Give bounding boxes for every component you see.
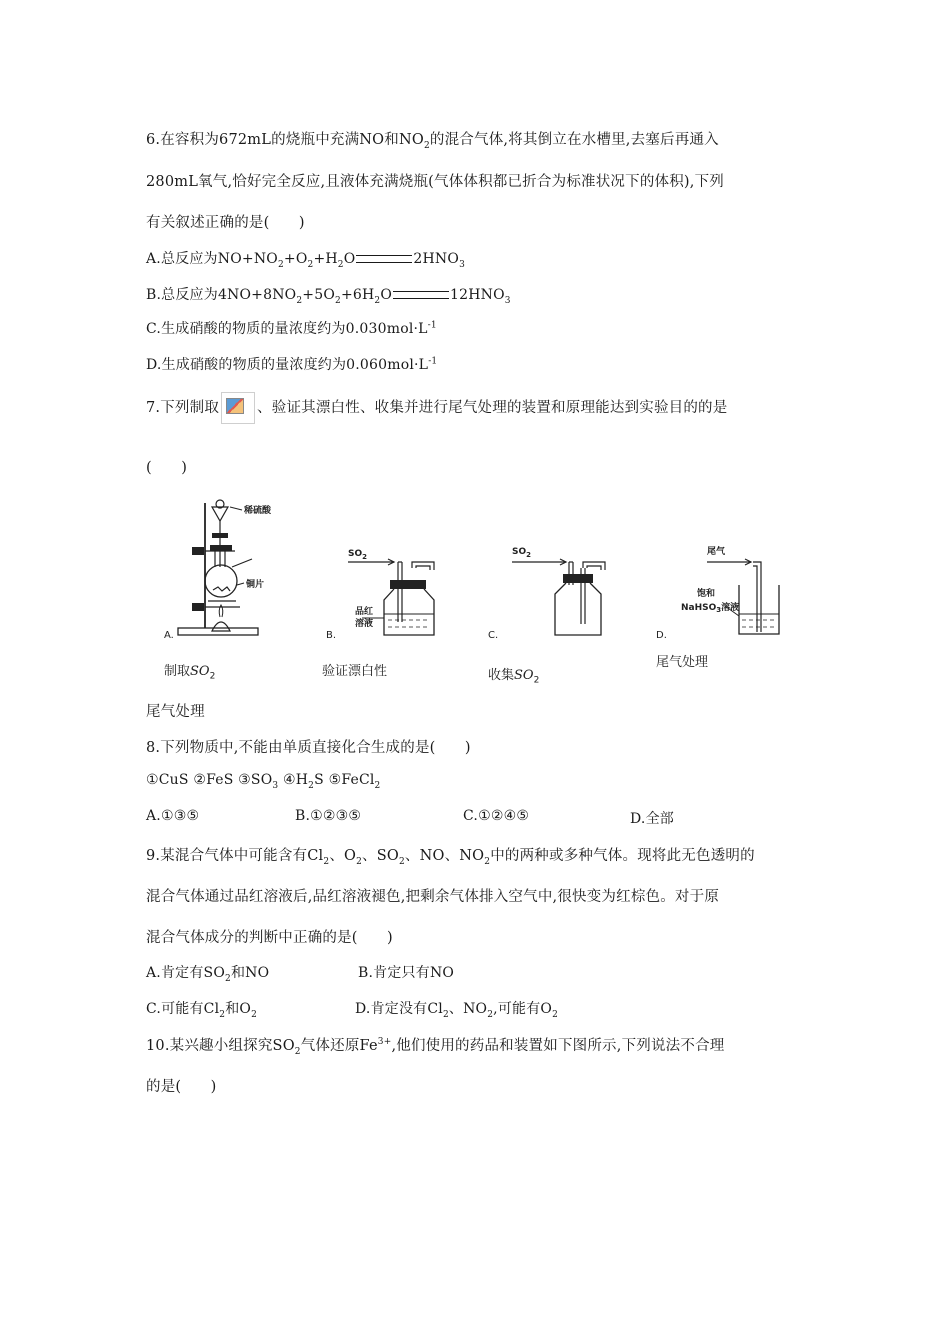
figure-b-letter: B. <box>326 630 337 641</box>
figure-a-caption: 制取$SO_2$ <box>164 664 216 682</box>
q9-line1: 9.某混合气体中可能含有$Cl_2$、$O_2$、$SO_2$、NO、$NO_2$中的两种或多种气体。现将此无色透明的 <box>146 848 755 867</box>
q10-line1: 10.某兴趣小组探究$SO_2$气体还原$Fe^{3+}$,他们使用的药品和装置如下图所示,下列说法不合理 <box>146 1037 725 1057</box>
figure-d-tail-gas-beaker <box>675 540 785 640</box>
label-so2-gas-c: $SO_2$ <box>512 547 532 559</box>
q10-line2: 的是( ) <box>146 1079 217 1095</box>
q8-option-d: D.全部 <box>630 811 674 827</box>
q9-line2: 混合气体通过品红溶液后,品红溶液褪色,把剩余气体排入空气中,很快变为红棕色。对于原 <box>146 889 720 905</box>
equals-sign-icon <box>356 255 412 263</box>
q6-line3: 有关叙述正确的是( ) <box>146 215 305 231</box>
q6-line2: 280mL氧气,恰好完全反应,且液体充满烧瓶(气体体积都已折合为标准状况下的体积),下列 <box>146 174 724 190</box>
q9-option-d: D.肯定没有$Cl_2$、$NO_2$,可能有$O_2$ <box>355 1001 559 1020</box>
q6-option-b: B.总反应为$4NO+8NO_2+5O_2+6H_2O$ $12HNO_3$ <box>146 287 511 306</box>
q9-option-c: C.可能有$Cl_2$和$O_2$ <box>146 1001 258 1020</box>
q9-option-b: B.肯定只有NO <box>358 965 455 981</box>
q7-line1: 7.下列制取 、验证其漂白性、收集并进行尾气处理的装置和原理能达到实验目的的是 <box>146 392 727 424</box>
label-so2-gas-b: $SO_2$ <box>348 549 368 561</box>
figure-d-letter: D. <box>656 630 667 641</box>
figure-b-bleach-bottle <box>322 540 442 640</box>
figure-c-caption: 收集$SO_2$ <box>488 668 540 686</box>
label-solution-b: 溶液 <box>355 619 374 629</box>
q6-option-d: D.生成硝酸的物质的量浓度约为$0.060mol\cdot L^{-1}$ <box>146 356 438 373</box>
equals-sign-icon <box>393 291 449 299</box>
figure-b-caption: 验证漂白性 <box>322 664 388 679</box>
figure-d-caption: 尾气处理 <box>656 655 709 670</box>
label-tail-gas: 尾气 <box>707 547 726 557</box>
q7-line2: ( ) <box>146 460 188 476</box>
q7-trailing-text: 尾气处理 <box>146 704 205 720</box>
figure-c-letter: C. <box>488 630 499 641</box>
q9-option-a: A.肯定有$SO_2$和NO <box>146 965 270 984</box>
q8-option-c: C.①②④⑤ <box>463 808 530 824</box>
figure-a-letter: A. <box>164 630 174 641</box>
q8-line1: 8.下列物质中,不能由单质直接化合生成的是( ) <box>146 740 471 756</box>
q6-option-c: C.生成硝酸的物质的量浓度约为$0.030mol\cdot L^{-1}$ <box>146 320 437 337</box>
figure-a-generator <box>160 495 280 645</box>
q9-line3: 混合气体成分的判断中正确的是( ) <box>146 930 393 946</box>
label-saturated: 饱和 <box>697 589 716 599</box>
label-copper-sheet: 铜片 <box>246 580 265 590</box>
label-dilute-sulfuric-acid: 稀硫酸 <box>244 506 272 516</box>
q8-items: ①CuS ②FeS $③SO_3$ $④H_2S$ ⑤FeCl$_2$ <box>146 772 381 791</box>
q6-line1: 6.在容积为672mL的烧瓶中充满NO和$NO_2$的混合气体,将其倒立在水槽里,去塞后再通入 <box>146 132 719 151</box>
label-magenta: 品红 <box>355 607 374 617</box>
broken-image-icon <box>221 392 255 424</box>
q6-option-a: A.总反应为$NO+NO_2+O_2+H_2O$ $2HNO_3$ <box>146 251 465 270</box>
label-nahso3-solution: NaHSO$_3$溶液 <box>681 603 740 614</box>
figure-c-collect-bottle <box>508 540 618 640</box>
q8-option-a: A.①③⑤ <box>146 808 200 824</box>
q8-option-b: B.①②③⑤ <box>295 808 362 824</box>
